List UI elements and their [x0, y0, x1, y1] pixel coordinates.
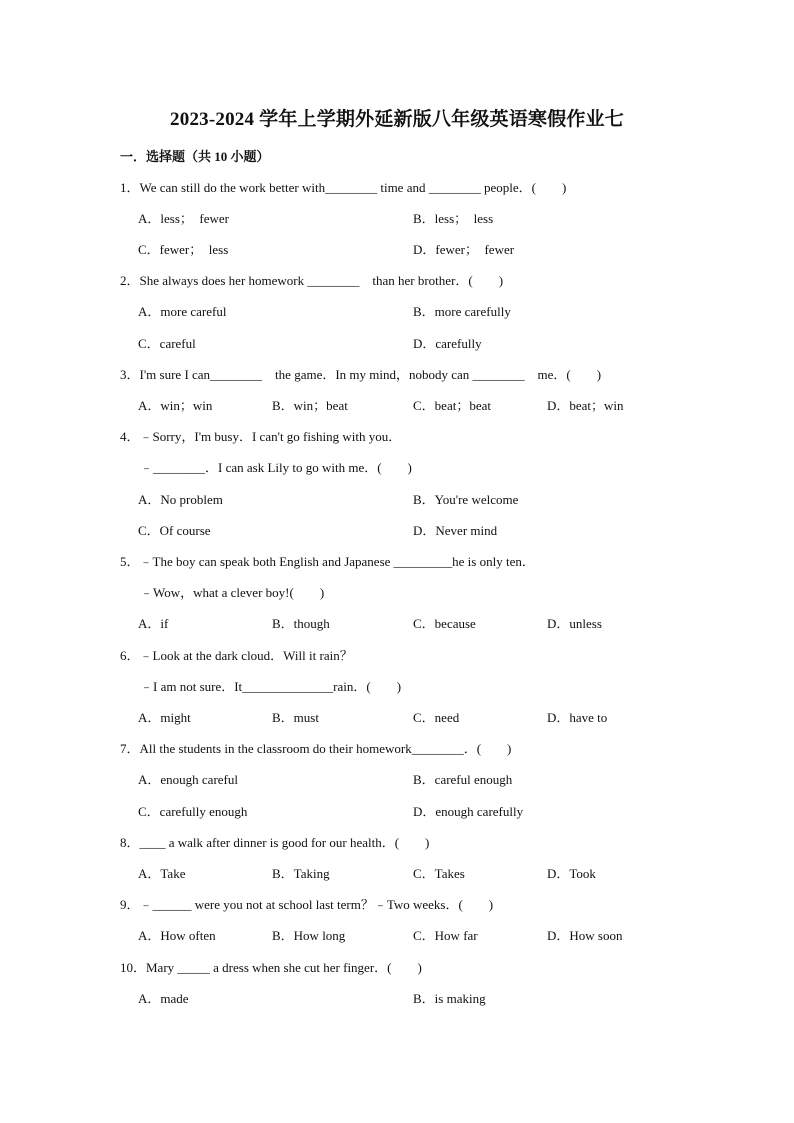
option-a: A．might	[138, 710, 191, 725]
section-heading: 一．选择题（共 10 小题）	[120, 149, 270, 164]
option-a: A．No problem	[138, 492, 223, 507]
question-stem: 7．All the students in the classroom do their homework________．( )	[120, 741, 512, 756]
option-b: B．though	[272, 616, 330, 631]
option-a: A．less； fewer	[138, 211, 229, 226]
option-a: A．more careful	[138, 304, 227, 319]
question-stem: 1．We can still do the work better with________ time and ________ people．( )	[120, 180, 567, 195]
option-a: A．enough careful	[138, 772, 238, 787]
option-a: A．Take	[138, 866, 186, 881]
option-b: B．win；beat	[272, 398, 348, 413]
option-b: B．is making	[413, 991, 486, 1006]
option-d: D．unless	[547, 616, 602, 631]
option-d: D．Never mind	[413, 523, 498, 538]
option-c: C．How far	[413, 928, 478, 943]
option-b: B．How long	[272, 928, 346, 943]
question-stem: 9．﹣______ were you not at school last term？﹣Two weeks．( )	[120, 897, 494, 912]
option-c: C．need	[413, 710, 460, 725]
question-stem: 8．____ a walk after dinner is good for our health．( )	[120, 835, 430, 850]
option-c: C．because	[413, 616, 476, 631]
option-d: D．How soon	[547, 928, 623, 943]
option-a: A．How often	[138, 928, 216, 943]
option-d: D．fewer； fewer	[413, 242, 515, 257]
option-b: B．less； less	[413, 211, 494, 226]
option-b: B．You're welcome	[413, 492, 519, 507]
question-sub-line: ﹣________．I can ask Lily to go with me．( )	[140, 460, 412, 475]
question-stem: 5．﹣The boy can speak both English and Japanese _________he is only ten．	[120, 554, 535, 569]
option-d: D．carefully	[413, 336, 482, 351]
option-a: A．if	[138, 616, 169, 631]
question-stem: 10．Mary _____ a dress when she cut her finger．( )	[120, 960, 422, 975]
option-b: B．more carefully	[413, 304, 511, 319]
option-c: C．beat；beat	[413, 398, 491, 413]
option-b: B．Taking	[272, 866, 330, 881]
question-stem: 6．﹣Look at the dark cloud．Will it rain？	[120, 648, 353, 663]
option-d: D．Took	[547, 866, 596, 881]
option-c: C．Of course	[138, 523, 211, 538]
option-c: C．careful	[138, 336, 196, 351]
option-c: C．Takes	[413, 866, 465, 881]
option-d: D．beat；win	[547, 398, 624, 413]
question-sub-line: ﹣I am not sure．It______________rain．( )	[140, 679, 402, 694]
option-c: C．fewer； less	[138, 242, 229, 257]
option-b: B．must	[272, 710, 319, 725]
page-title: 2023-2024 学年上学期外延新版八年级英语寒假作业七	[170, 109, 624, 130]
option-d: D．enough carefully	[413, 804, 524, 819]
option-d: D．have to	[547, 710, 608, 725]
question-stem: 2．She always does her homework ________ than her brother．( )	[120, 273, 504, 288]
question-stem: 3．I'm sure I can________ the game．In my mind，nobody can ________ me．( )	[120, 367, 602, 382]
option-c: C．carefully enough	[138, 804, 248, 819]
option-b: B．careful enough	[413, 772, 513, 787]
question-stem: 4．﹣Sorry，I'm busy．I can't go fishing with you．	[120, 429, 402, 444]
option-a: A．win；win	[138, 398, 213, 413]
question-sub-line: ﹣Wow，what a clever boy!( )	[140, 585, 325, 600]
option-a: A．made	[138, 991, 189, 1006]
